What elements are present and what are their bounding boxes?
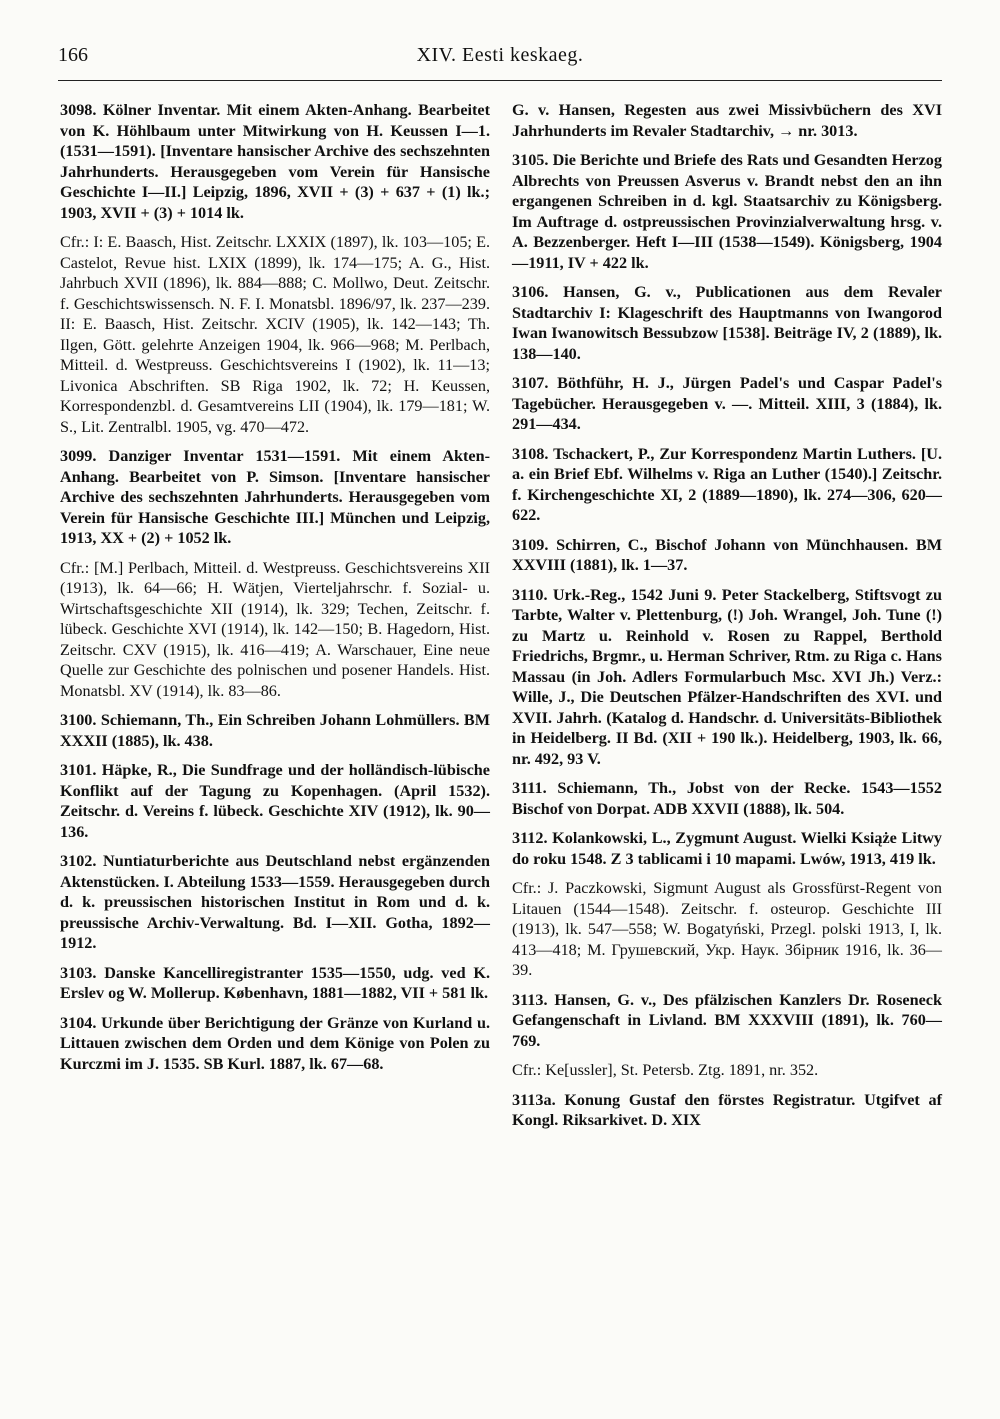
bibliography-entry: 3102. Nuntiaturberichte aus Deutschland nebst ergänzenden Aktenstücken. I. Abteilung 1533—1559. Herausgegeben durch d. k. preussischen historischen Institut in Rom und d. k. preussische Archiv-Verwaltung. Bd. I—XII. Gotha, 1892—1912. bbox=[60, 852, 490, 952]
bibliography-entry: 3106. Hansen, G. v., Publicationen aus dem Revaler Stadtarchiv I: Klageschrift des Hauptmanns von Iwangorod Iwan Iwanowitsch Bessubzow [1538]. Beiträge IV, 2 (1889), lk. 138—140. bbox=[512, 283, 942, 363]
bibliography-entry: 3113a. Konung Gustaf den förstes Registratur. Utgifvet af Kongl. Riksarkivet. D. XIX bbox=[512, 1090, 942, 1129]
bibliography-entry: 3108. Tschackert, P., Zur Korrespondenz Martin Luthers. [U. a. ein Brief Ebf. Wilhelms v. Riga an Luther (1540).] Zeitschr. f. Kirchengeschichte XI, 2 (1889—1890), lk. 274—306, 620—622. bbox=[512, 444, 942, 524]
review-note: Cfr.: I: E. Baasch, Hist. Zeitschr. LXXIX (1897), lk. 103—105; E. Castelot, Revue hist. LXIX (1899), lk. 174—175; A. G., Hist. Jahrbuch XVII (1896), lk. 884—888; C. Mollwo, Deut. Zeitschr. f. Geschichtswissensch. N. F. I. Monatsbl. 1896/97, lk. 237—239. II: E. Baasch, Hist. Zeitschr. XCIV (1905), lk. 142—143; Th. Ilgen, Gött. gelehrte Anzeigen 1904, lk. 966—968; M. Perlbach, Mitteil. d. Westpreuss. Geschichtsvereins I (1902), lk. 11—13; Livonica Abschriften. SB Riga 1902, lk. 72; H. Keussen, Korrespondenzbl. d. Gesamtvereins LII (1904), lk. 179—181; W. S., Lit. Zentralbl. 1905, vg. 470—472. bbox=[60, 233, 490, 436]
bibliography-entry: 3112. Kolankowski, L., Zygmunt August. Wielki Książe Litwy do roku 1548. Z 3 tablicami i 10 mapami. Lwów, 1913, 419 lk. bbox=[512, 829, 942, 868]
bibliography-entry: 3104. Urkunde über Berichtigung der Gränze von Kurland u. Littauen zwischen dem Orden und dem Könige von Polen zu Kurczmi im J. 1535. SB Kurl. 1887, lk. 67—68. bbox=[60, 1013, 490, 1073]
bibliography-entry: 3103. Danske Kancelliregistranter 1535—1550, udg. ved K. Erslev og W. Mollerup. København, 1881—1882, VII + 581 lk. bbox=[60, 963, 490, 1002]
left-column bbox=[60, 100, 490, 1083]
review-note: Cfr.: [M.] Perlbach, Mitteil. d. Westpreuss. Geschichtsvereins XII (1913), lk. 64—66; H. Wätjen, Vierteljahrschr. f. Sozial- u. Wirtschaftsgeschichte XII (1914), lk. 329; Techen, Zeitschr. f. lübeck. Geschichte XVI (1914), lk. 142—150; B. Hagedorn, Hist. Zeitschr. CXV (1915), lk. 416—419; A. Warschauer, Eine neue Quelle zur Geschichte des polnischen und posener Handels. Hist. Monatsbl. XV (1914), lk. 83—86. bbox=[60, 558, 490, 700]
right-column bbox=[512, 100, 942, 1140]
bibliography-entry: 3100. Schiemann, Th., Ein Schreiben Johann Lohmüllers. BM XXXII (1885), lk. 438. bbox=[60, 711, 490, 750]
running-title: XIV. Eesti keskaeg. bbox=[416, 44, 584, 66]
bibliography-entry: 3101. Häpke, R., Die Sundfrage und der holländisch-lübische Konflikt auf der Tagung zu Kopenhagen. (April 1532). Zeitschr. d. Vereins f. lübeck. Geschichte XIV (1912), lk. 90—136. bbox=[60, 761, 490, 841]
bibliography-entry: 3105. Die Berichte und Briefe des Rats und Gesandten Herzog Albrechts von Preussen Asverus v. Brandt nebst den an ihn ergangenen Schreiben in d. kgl. Staatsarchiv zu Königsberg. Im Auftrage d. ostpreussischen Provinzialverwaltung hrsg. v. A. Bezzenberger. Heft I—III (1538—1549). Königsberg, 1904—1911, IV + 422 lk. bbox=[512, 151, 942, 272]
page-number: 166 bbox=[58, 44, 88, 66]
header-rule bbox=[58, 80, 942, 81]
bibliography-entry: 3099. Danziger Inventar 1531—1591. Mit einem Akten-Anhang. Bearbeitet von P. Simson. [Inventare hansischer Archive des sechszehnten Jahrhunderts. Herausgegeben vom Verein für Hansische Geschichte III.] München und Leipzig, 1913, XX + (2) + 1052 lk. bbox=[60, 447, 490, 547]
review-note: Cfr.: Ke[ussler], St. Petersb. Ztg. 1891, nr. 352. bbox=[512, 1061, 819, 1079]
bibliography-entry: 3107. Böthführ, H. J., Jürgen Padel's und Caspar Padel's Tagebücher. Herausgegeben v. —. Mitteil. XIII, 3 (1884), lk. 291—434. bbox=[512, 374, 942, 433]
page-header bbox=[58, 44, 942, 78]
bibliography-entry: G. v. Hansen, Regesten aus zwei Missivbüchern des XVI Jahrhunderts im Revaler Stadtarchiv, → nr. 3013. bbox=[512, 101, 942, 140]
bibliography-entry: 3098. Kölner Inventar. Mit einem Akten-Anhang. Bearbeitet von K. Höhlbaum unter Mitwirkung von H. Keussen I—1. (1531—1591). [Inventare hansischer Archive des sechszehnten Jahrhunderts. Herausgegeben vom Verein für Hansische Geschichte I—II.] Leipzig, 1896, XVII + (3) + 637 + (1) lk.; 1903, XVII + (3) + 1014 lk. bbox=[60, 101, 490, 222]
bibliography-entry: 3110. Urk.-Reg., 1542 Juni 9. Peter Stackelberg, Stiftsvogt zu Tarbte, Walter v. Plettenburg, (!) Joh. Wrangel, Joh. Tune (!) zu Martz u. Reinhold v. Rosen zu Rappel, Berthold Friedrichs, Brgmr., u. Herman Schriver, Rtm. zu Riga c. Hans Massau (in Joh. Adlers Formularbuch Msc. XVI Jh.) Verz.: Wille, J., Die Deutschen Pfälzer-Handschriften des XVI. und XVII. Jahrh. (Katalog d. Handschr. d. Universitäts-Bibliothek in Heidelberg. II Bd. (XII + 190 lk.). Heidelberg, 1903, lk. 66, nr. 492, 93 V. bbox=[512, 585, 942, 768]
bibliography-entry: 3111. Schiemann, Th., Jobst von der Recke. 1543—1552 Bischof von Dorpat. ADB XXVII (1888), lk. 504. bbox=[512, 779, 942, 818]
review-note: Cfr.: J. Paczkowski, Sigmunt August als Grossfürst-Regent von Litauen (1544—1548). Zeitschr. f. osteurop. Geschichte III (1913), lk. 547—558; W. Bogatyński, Przegl. polski 1913, I, lk. 413—418; M. Грушевский, Укр. Наук. Збірник 1916, lk. 36—39. bbox=[512, 879, 942, 979]
bibliography-entry: 3109. Schirren, C., Bischof Johann von Münchhausen. BM XXVIII (1881), lk. 1—37. bbox=[512, 535, 942, 574]
bibliography-entry: 3113. Hansen, G. v., Des pfälzischen Kanzlers Dr. Roseneck Gefangenschaft in Livland. BM XXXVIII (1891), lk. 760—769. bbox=[512, 990, 942, 1050]
